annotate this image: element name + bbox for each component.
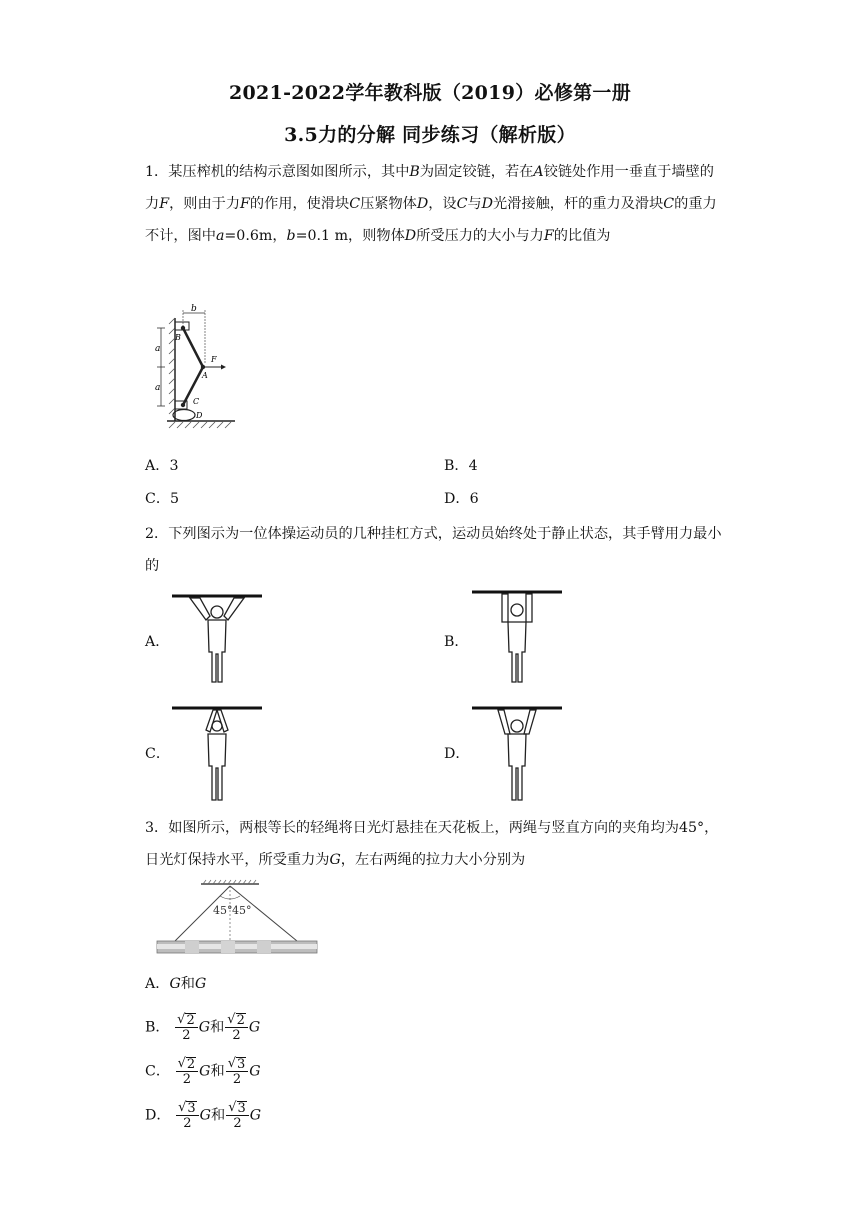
q1-option-c[interactable]: C．5: [145, 491, 180, 507]
right-angle-label: 45°: [232, 904, 252, 917]
q2-option-d-label[interactable]: D．: [444, 746, 470, 762]
q3-option-b[interactable]: B． √ 2 2 G和 √ 2 2 G: [145, 1012, 261, 1043]
q2-option-a-figure: [170, 592, 264, 688]
left-angle-label: 45°: [213, 904, 233, 917]
q3-option-c[interactable]: C． √ 2 2 G和 √ 3 2 G: [145, 1056, 261, 1087]
q2-option-b-label[interactable]: B．: [444, 634, 469, 650]
question-1-text: 1．某压榨机的结构示意图如图所示，其中B为固定铰链，若在A铰链处作用一垂直于墙壁的力F，则由于力F的作用，使滑块C压紧物体D，设C与D光滑接触，杆的重力及滑块C的重力不计，图中a=0.6m，b=0.1 m，则物体D所受压力的大小与力F的比值为: [145, 164, 717, 244]
q2-option-a-label[interactable]: A．: [145, 634, 170, 650]
fraction: √ 2 2: [176, 1056, 199, 1087]
q2-option-b-figure: [470, 588, 564, 688]
slider-c-label: C: [193, 397, 200, 406]
fraction: √ 2 2: [175, 1012, 198, 1043]
q1-option-d[interactable]: D．6: [444, 491, 479, 507]
question-number: 3．: [145, 820, 169, 836]
question-number: 1．: [145, 164, 169, 180]
dimension-b-label: b: [191, 304, 197, 314]
q2-option-c-figure: [170, 704, 264, 804]
hinge-a-label: A: [202, 371, 208, 380]
q3-option-a[interactable]: A．G和G: [145, 976, 207, 992]
fraction: √ 3 2: [226, 1100, 249, 1131]
fraction: √ 2 2: [225, 1012, 248, 1043]
dimension-a-bottom-label: a: [155, 383, 161, 393]
question-number: 2．: [145, 526, 169, 542]
question-3-text: 3．如图所示，两根等长的轻绳将日光灯悬挂在天花板上，两绳与竖直方向的夹角均为45°，日光灯保持水平，所受重力为G，左右两绳的拉力大小分别为: [145, 820, 719, 868]
force-f-label: F: [211, 355, 217, 364]
document-title: 2021-2022学年教科版（2019）必修第一册: [228, 82, 632, 104]
fluorescent-lamp-figure: [155, 878, 320, 958]
press-machine-figure: [145, 304, 240, 429]
q2-option-c-label[interactable]: C．: [145, 746, 171, 762]
q1-option-a[interactable]: A．3: [145, 458, 179, 474]
fraction: √ 3 2: [226, 1056, 249, 1087]
q1-option-b[interactable]: B．4: [444, 458, 478, 474]
hinge-b-label: B: [175, 333, 181, 342]
dimension-a-top-label: a: [155, 344, 161, 354]
question-2-text: 2．下列图示为一位体操运动员的几种挂杠方式，运动员始终处于静止状态，其手臂用力最小的: [145, 526, 722, 574]
fraction: √ 3 2: [176, 1100, 199, 1131]
q2-option-d-figure: [470, 704, 564, 804]
object-d-label: D: [196, 411, 203, 420]
document-subtitle: 3.5力的分解 同步练习（解析版）: [284, 124, 576, 146]
q3-option-d[interactable]: D． √ 3 2 G和 √ 3 2 G: [145, 1100, 262, 1131]
